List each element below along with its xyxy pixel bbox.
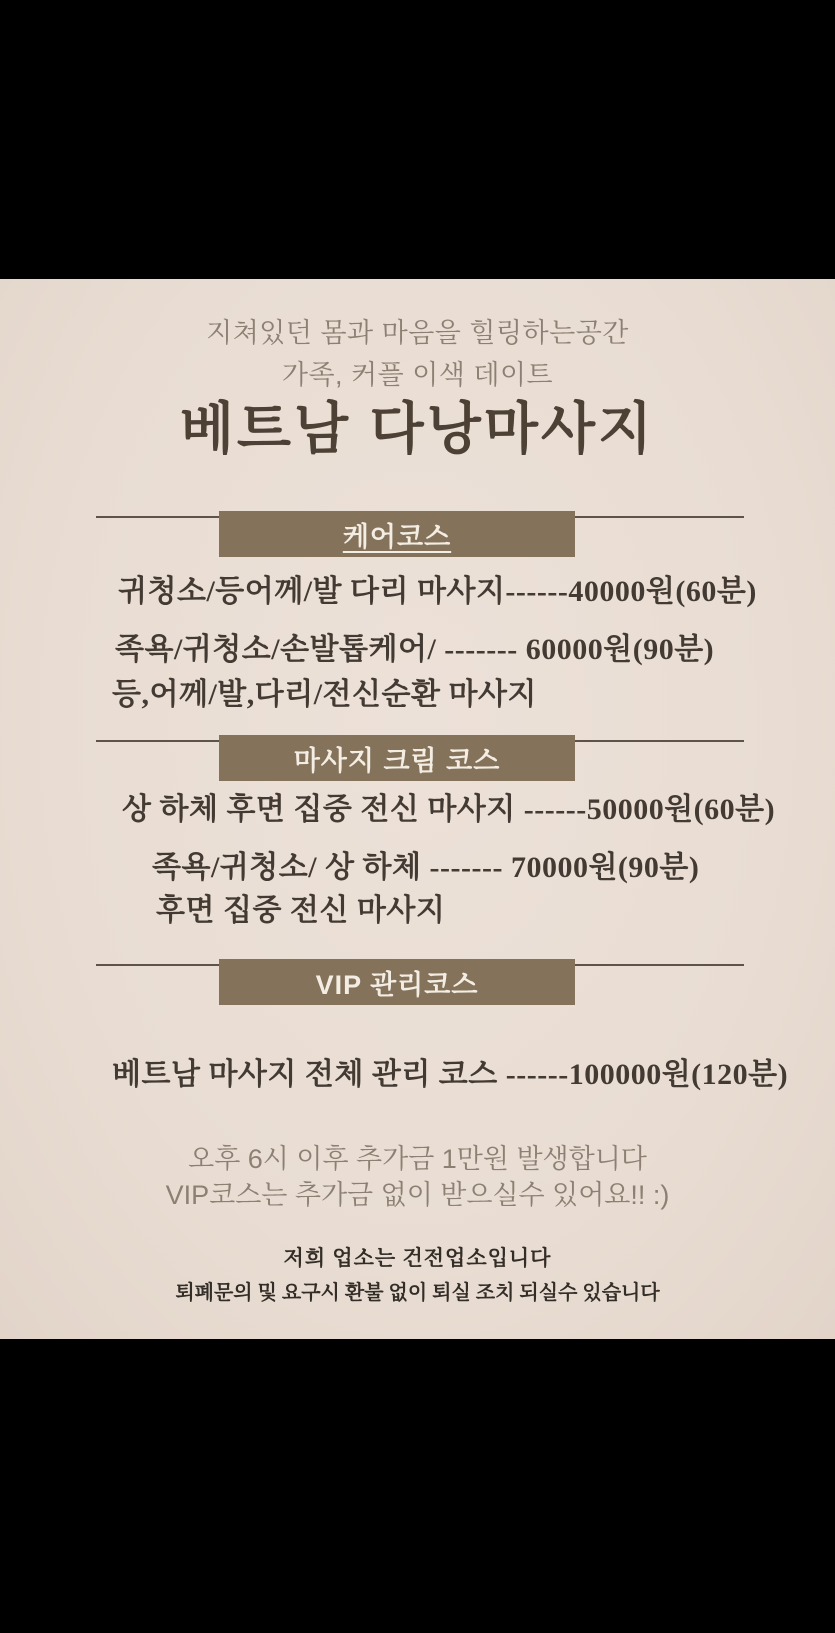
- section-title-bar: [219, 735, 575, 781]
- top-letterbox: [0, 0, 835, 279]
- section-header-care-course: [0, 511, 835, 561]
- price-line: 족욕/귀청소/ 상 하체 ------- 70000원(90분): [152, 851, 700, 884]
- section-title-label: 케어코스: [342, 521, 452, 552]
- price-line-continuation: 후면 집중 전신 마사지: [156, 894, 446, 927]
- flyer-subtitle-line2: 가족, 커플 이색 데이트: [281, 360, 554, 390]
- fine-print-line1: 저희 업소는 건전업소입니다: [283, 1246, 552, 1270]
- section-header-vip-course: [0, 959, 835, 1009]
- surcharge-note: 오후 6시 이후 추가금 1만원 발생합니다: [188, 1144, 647, 1174]
- price-line: 상 하체 후면 집중 전신 마사지 ------50000원(60분): [122, 793, 776, 826]
- section-title-label: 마사지 크림 코스: [293, 745, 501, 776]
- section-title-bar: [219, 959, 575, 1005]
- section-header-cream-course: [0, 735, 835, 785]
- section-title-label: VIP 관리코스: [315, 969, 479, 1000]
- price-line: 족욕/귀청소/손발톱케어/ ------- 60000원(90분): [115, 633, 715, 666]
- flyer-title: 베트남 다낭마사지: [179, 397, 656, 460]
- section-title-bar: [219, 511, 575, 557]
- fine-print-line2: 퇴폐문의 및 요구시 환불 없이 퇴실 조치 되실수 있습니다: [175, 1282, 660, 1304]
- price-line: 베트남 마사지 전체 관리 코스 ------100000원(120분): [112, 1058, 789, 1091]
- price-line: 귀청소/등어께/발 다리 마사지------40000원(60분): [118, 575, 757, 608]
- flyer-subtitle-line1: 지쳐있던 몸과 마음을 힐링하는공간: [206, 318, 629, 348]
- vip-no-surcharge-note: VIP코스는 추가금 없이 받으실수 있어요!! :): [165, 1180, 670, 1210]
- massage-price-flyer: [0, 279, 835, 1339]
- bottom-letterbox: [0, 1339, 835, 1633]
- price-line-continuation: 등,어께/발,다리/전신순환 마사지: [112, 678, 537, 711]
